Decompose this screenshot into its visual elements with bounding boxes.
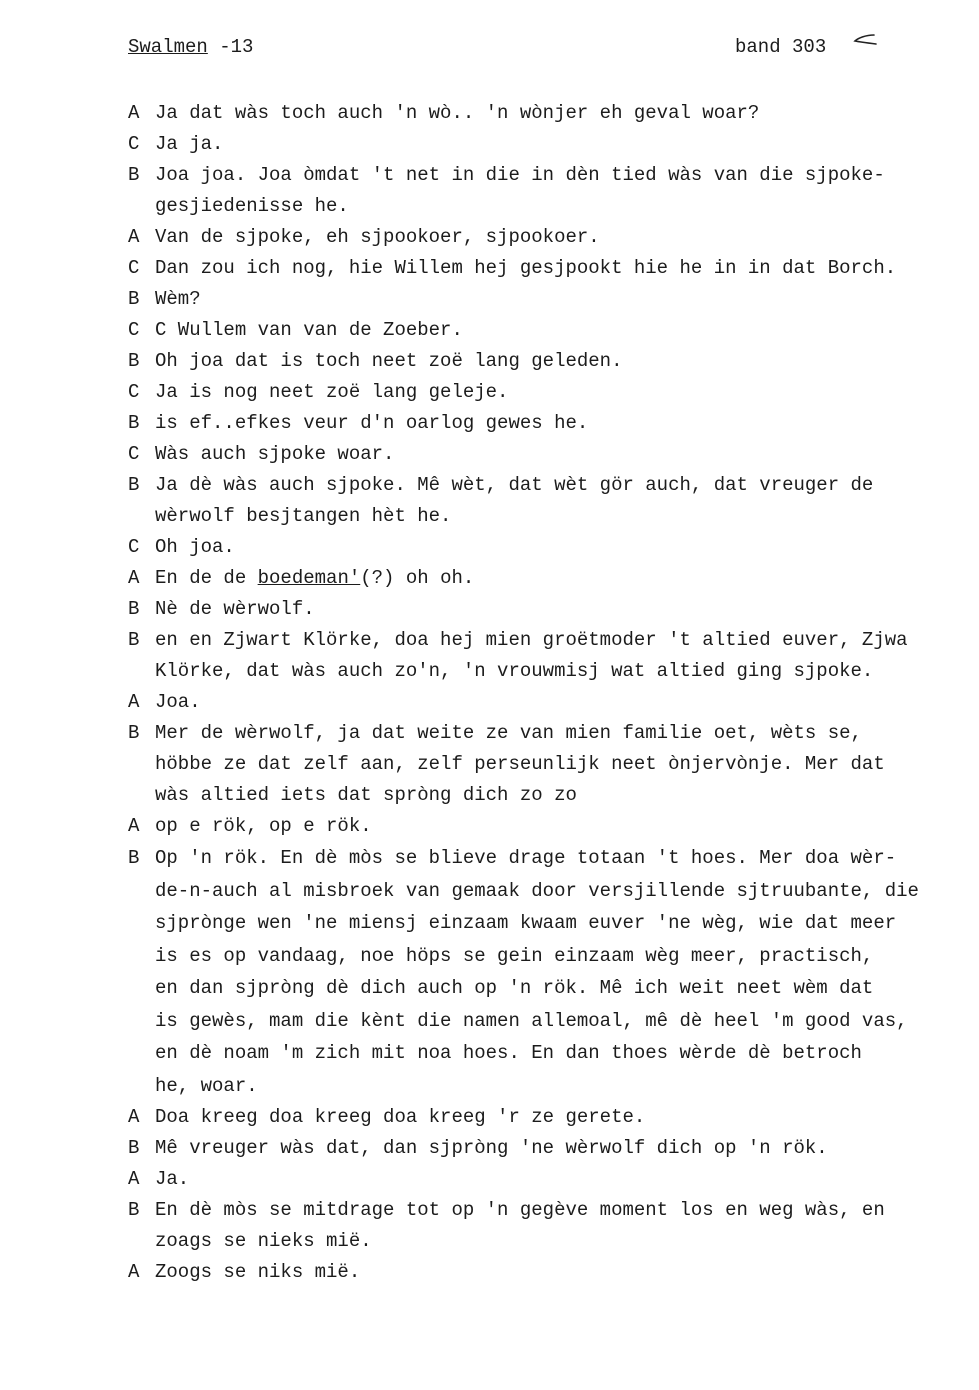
utterance-fragment: En de de (155, 567, 258, 589)
transcript-turn (128, 625, 968, 687)
utterance-line: sjprònge wen 'ne miensj einzaam kwaam euver 'ne wèg, wie dat meer (155, 912, 897, 934)
utterance (155, 563, 968, 594)
speaker-label: C (128, 381, 140, 403)
utterance-line: Nè de wèrwolf. (155, 598, 315, 620)
utterance (155, 1133, 968, 1164)
transcript-turn (128, 222, 968, 253)
speaker-label: B (128, 1137, 140, 1159)
transcript-turn (128, 377, 968, 408)
transcript-turn (128, 811, 968, 842)
speaker-label: C (128, 443, 140, 465)
transcript-turn (128, 160, 968, 222)
utterance-line: wèrwolf besjtangen hèt he. (155, 505, 452, 527)
transcript-turn (128, 253, 968, 284)
utterance-line: Doa kreeg doa kreeg doa kreeg 'r ze gerete. (155, 1106, 646, 1128)
utterance (155, 625, 968, 687)
speaker-label: A (128, 226, 140, 248)
transcript-turn (128, 1195, 968, 1257)
utterance-line: Klörke, dat wàs auch zo'n, 'n vrouwmisj wat altied ging sjpoke. (155, 660, 874, 682)
utterance-line: Joa joa. Joa òmdat 't net in die in dèn tied wàs van die sjpoke- (155, 164, 885, 186)
speaker-label: A (128, 815, 140, 837)
transcript-turn (128, 594, 968, 625)
utterance-fragment: (?) oh oh. (360, 567, 475, 589)
speaker-label: B (128, 722, 140, 744)
utterance-line: en dan sjpròng dè dich auch op 'n rök. Mê ich weit neet wèm dat (155, 977, 874, 999)
speaker-label: C (128, 257, 140, 279)
utterance-line (155, 563, 968, 594)
utterance-line: Van de sjpoke, eh sjpookoer, sjpookoer. (155, 226, 600, 248)
transcript-turn (128, 718, 968, 811)
transcript-turn (128, 408, 968, 439)
utterance (155, 1164, 968, 1195)
utterance (155, 811, 968, 842)
utterance-line: op e rök, op e rök. (155, 815, 372, 837)
transcript-turn (128, 532, 968, 563)
utterance (155, 470, 968, 532)
check-mark-icon (852, 32, 878, 48)
utterance-line: Op 'n rök. En dè mòs se blieve drage totaan 't hoes. Mer doa wèr- (155, 847, 897, 869)
transcript-turn (128, 1133, 968, 1164)
utterance (155, 222, 968, 253)
utterance (155, 718, 968, 811)
utterance-line: is gewès, mam die kènt die namen allemoal, mê dè heel 'm good vas, (155, 1009, 908, 1032)
utterance-line: is es op vandaag, noe höps se gein einzaam wèg meer, practisch, (155, 944, 874, 967)
utterance (155, 284, 968, 315)
speaker-label: B (128, 1199, 140, 1221)
utterance-line: en en Zjwart Klörke, doa hej mien groëtmoder 't altied euver, Zjwa (155, 629, 908, 651)
utterance (155, 687, 968, 718)
speaker-label: B (128, 412, 140, 434)
transcript-turn (128, 470, 968, 532)
transcript-turn (128, 315, 968, 346)
transcript-turn (128, 346, 968, 377)
speaker-label: B (128, 474, 140, 496)
speaker-label: C (128, 536, 140, 558)
utterance-line: zoags se nieks mië. (155, 1230, 372, 1252)
utterance (155, 408, 968, 439)
utterance-line: gesjiedenisse he. (155, 195, 349, 217)
transcript-turn (128, 687, 968, 718)
utterance-line: is ef..efkes veur d'n oarlog gewes he. (155, 412, 589, 434)
speaker-label: B (128, 847, 140, 869)
utterance-line: Joa. (155, 691, 201, 713)
utterance-line: Ja is nog neet zoë lang geleje. (155, 381, 509, 403)
utterance-line: Oh joa. (155, 536, 235, 558)
utterance-line: Oh joa dat is toch neet zoë lang geleden. (155, 350, 623, 372)
speaker-label: A (128, 567, 140, 589)
transcript-turn (128, 563, 968, 594)
transcript-turn (128, 98, 968, 129)
utterance (155, 1102, 968, 1133)
speaker-label: B (128, 164, 140, 186)
utterance-line: Mer de wèrwolf, ja dat weite ze van mien familie oet, wèts se, (155, 722, 862, 744)
speaker-label: B (128, 598, 140, 620)
transcript-turn (128, 129, 968, 160)
speaker-label: A (128, 1106, 140, 1128)
utterance (155, 532, 968, 563)
speaker-label: A (128, 691, 140, 713)
band-label: band 303 (735, 36, 827, 58)
utterance-line: wàs altied iets dat spròng dich zo zo (155, 784, 577, 806)
speaker-label: B (128, 629, 140, 651)
utterance (155, 160, 968, 222)
utterance-line: de-n-auch al misbroek van gemaak door versjillende sjtruubante, die (155, 879, 919, 902)
transcript-turn (128, 439, 968, 470)
speaker-label: C (128, 133, 140, 155)
utterance-line: Mê vreuger wàs dat, dan sjpròng 'ne wèrwolf dich op 'n rök. (155, 1137, 828, 1159)
utterance-line: Zoogs se niks mië. (155, 1261, 361, 1283)
utterance (155, 315, 968, 346)
transcript-body (128, 98, 968, 1288)
speaker-label: C (128, 319, 140, 341)
transcript-turn (128, 284, 968, 315)
utterance-line: Ja. (155, 1168, 190, 1190)
utterance-line: he, woar. (155, 1074, 258, 1097)
utterance-line: En dè mòs se mitdrage tot op 'n gegève moment los en weg wàs, en (155, 1199, 885, 1221)
utterance (155, 253, 968, 284)
utterance (155, 377, 968, 408)
utterance-line: Ja dè wàs auch sjpoke. Mê wèt, dat wèt gör auch, dat vreuger de (155, 474, 874, 496)
speaker-label: A (128, 1168, 140, 1190)
transcript-turn (128, 842, 968, 1102)
utterance (155, 129, 968, 160)
utterance-line: Ja dat wàs toch auch 'n wò.. 'n wònjer eh geval woar? (155, 102, 760, 124)
utterance (155, 1257, 968, 1288)
utterance (155, 346, 968, 377)
utterance-line: Dan zou ich nog, hie Willem hej gesjpookt hie he in in dat Borch. (155, 257, 897, 279)
utterance-line: C Wullem van van de Zoeber. (155, 319, 463, 341)
place-name: Swalmen (128, 36, 208, 58)
utterance (155, 98, 968, 129)
utterance (155, 594, 968, 625)
utterance (155, 1195, 968, 1257)
transcript-turn (128, 1102, 968, 1133)
transcript-turn (128, 1257, 968, 1288)
speaker-label: A (128, 1261, 140, 1283)
speaker-label: B (128, 288, 140, 310)
underlined-word: boedeman' (257, 567, 361, 589)
page-header-left (128, 36, 253, 58)
utterance (155, 439, 968, 470)
utterance-line: Wàs auch sjpoke woar. (155, 443, 395, 465)
page-number: -13 (207, 36, 254, 58)
utterance-line: Ja ja. (155, 133, 224, 155)
utterance (155, 842, 968, 1102)
utterance-line: en dè noam 'm zich mit noa hoes. En dan thoes wèrde dè betroch (155, 1042, 862, 1064)
transcript-turn (128, 1164, 968, 1195)
speaker-label: A (128, 102, 140, 124)
speaker-label: B (128, 350, 140, 372)
utterance-line: höbbe ze dat zelf aan, zelf perseunlijk neet ònjervònje. Mer dat (155, 753, 885, 775)
utterance-line: Wèm? (155, 288, 201, 310)
